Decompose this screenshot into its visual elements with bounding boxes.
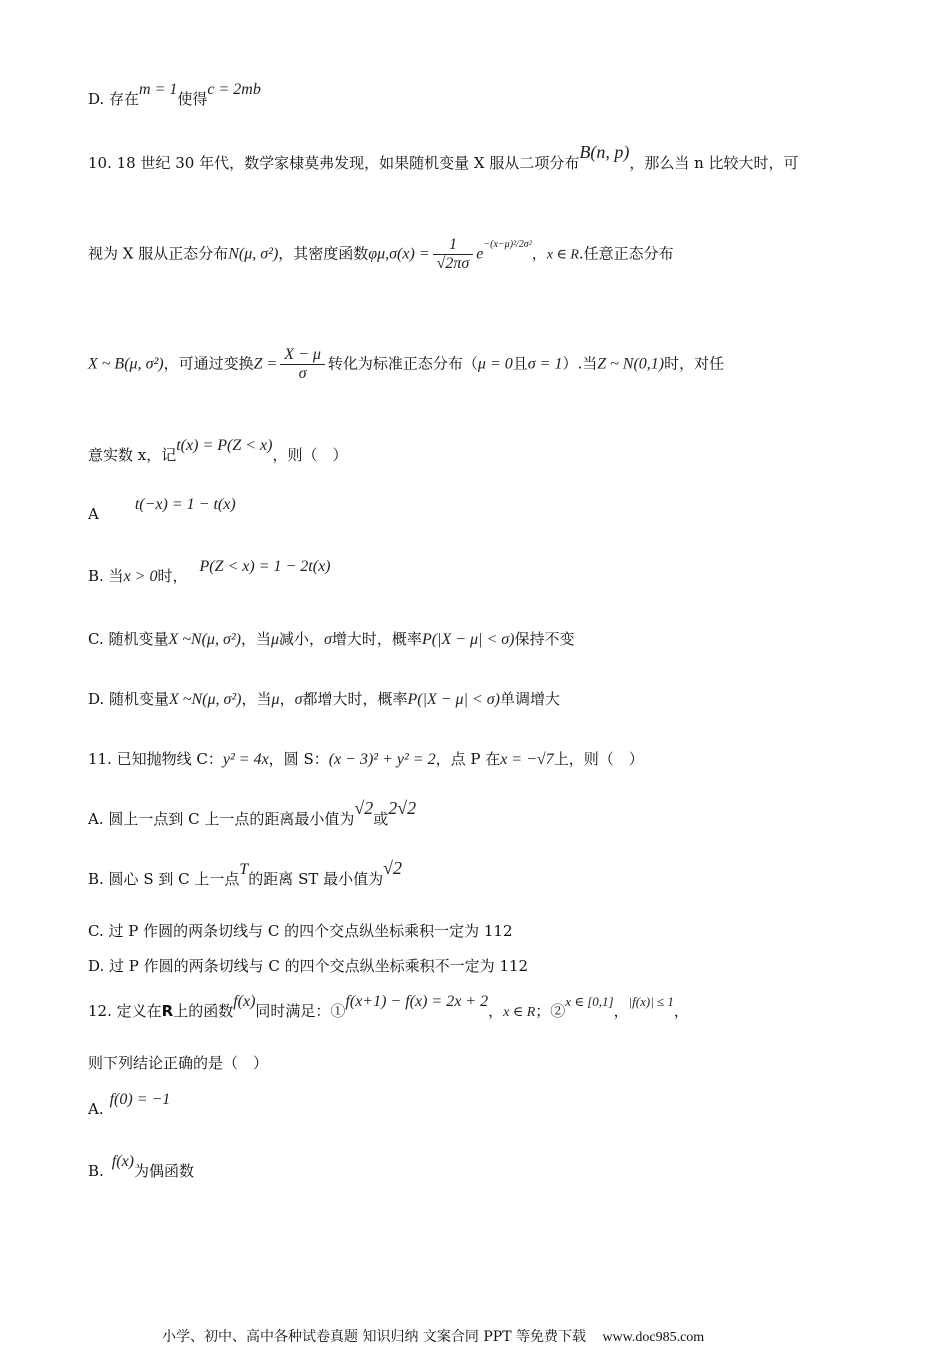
q10-optd-math3: σ bbox=[294, 691, 303, 708]
q10-optc-text2: 减小， bbox=[279, 630, 325, 648]
q10-line2-mid: ，其密度函数 bbox=[278, 244, 369, 263]
q10-line3-text3: 且 bbox=[512, 354, 528, 373]
q11-optb-mid: 的距离 ST 最小值为 bbox=[248, 870, 384, 888]
q10-option-b bbox=[88, 558, 331, 586]
q12-stem-prefix: 12. 定义在 bbox=[88, 1002, 162, 1020]
q12-stem-text5: ， bbox=[613, 1002, 629, 1020]
q10-stem-line1 bbox=[88, 142, 799, 173]
q10-line4-text: 意实数 x，记 bbox=[88, 446, 177, 464]
q10-line3-math1: X ~ B(μ, σ²) bbox=[88, 355, 164, 373]
q11-optc-text: C. 过 P 作圆的两条切线与 C 的四个交点纵坐标乘积一定为 112 bbox=[88, 922, 513, 940]
q10-exp-power: −(x−μ)²/2σ² bbox=[483, 238, 532, 250]
q10-optd-math1: X ~N(μ, σ²) bbox=[169, 691, 242, 708]
q12-stem-text3: ， bbox=[488, 1002, 504, 1020]
q10-optd-prefix: D. 随机变量 bbox=[88, 690, 170, 708]
q11-optb-text: B. 圆心 S 到 C 上一点 bbox=[88, 870, 240, 888]
q10-optc-prefix: C. 随机变量 bbox=[88, 630, 169, 648]
q10-transform-fraction bbox=[280, 346, 325, 383]
q10-option-c bbox=[88, 628, 574, 649]
q12-stem-math4: x ∈ [0,1] bbox=[565, 994, 614, 1009]
q12-line2-text: 则下列结论正确的是（ ） bbox=[88, 1054, 269, 1072]
q11-stem-math2: (x − 3)² + y² = 2 bbox=[328, 751, 436, 768]
q10-option-d bbox=[88, 688, 560, 709]
q10-line1-math: B(n, p) bbox=[579, 142, 630, 162]
q10-optc-math1: X ~N(μ, σ²) bbox=[168, 631, 241, 648]
q11-option-c bbox=[88, 920, 513, 941]
q11-opta-text: A. 圆上一点到 C 上一点的距离最小值为 bbox=[88, 810, 355, 828]
q12-optb-tail: 为偶函数 bbox=[134, 1162, 195, 1180]
q10-line3-text4: ）.当 bbox=[562, 354, 598, 373]
q12-optb-label: B. bbox=[88, 1162, 104, 1180]
q10-density-numerator: 1 bbox=[433, 236, 474, 255]
q10-line2-comma: ， bbox=[531, 244, 547, 263]
q10-line3-math4: Z ~ N(0,1) bbox=[597, 355, 665, 373]
q10-optd-tail: 单调增大 bbox=[500, 690, 561, 708]
footer-text: 小学、初中、高中各种试卷真题 知识归纳 文案合同 PPT 等免费下载 bbox=[162, 1329, 586, 1345]
q11-opta-mid: 或 bbox=[373, 810, 389, 828]
q10-stem-line2 bbox=[88, 236, 674, 273]
q11-optd-text: D. 过 P 作圆的两条切线与 C 的四个交点纵坐标乘积不一定为 112 bbox=[88, 957, 529, 975]
q10-line3-text2: 转化为标准正态分布（ bbox=[327, 354, 478, 373]
q10-optd-text3: 都增大时，概率 bbox=[302, 690, 408, 708]
q12-stem-math2: f(x+1) − f(x) = 2x + 2 bbox=[345, 993, 489, 1010]
q10-line3-tail: 时，对任 bbox=[664, 354, 725, 373]
q10-optc-math2: μ bbox=[270, 631, 280, 648]
q10-line1-tail: ，那么当 n 比较大时，可 bbox=[629, 154, 799, 172]
q10-opta-label: A bbox=[88, 505, 99, 523]
q11-option-b bbox=[88, 858, 403, 889]
q11-stem-math1: y² = 4x bbox=[222, 751, 269, 768]
q11-stem-tail: 上，则（ ） bbox=[553, 750, 644, 768]
q10-line3-math3: σ = 1 bbox=[527, 355, 563, 373]
footer-url[interactable]: www.doc985.com bbox=[602, 1330, 705, 1345]
q10-density-fraction bbox=[433, 236, 474, 273]
q12-option-b bbox=[88, 1153, 195, 1181]
q10-optc-math4: P(|X − μ| < σ) bbox=[421, 631, 515, 648]
q10-optd-math4: P(|X − μ| < σ) bbox=[407, 691, 500, 708]
q10-line2-math1: N(μ, σ²) bbox=[228, 245, 279, 263]
q9-optd-mid: 使得 bbox=[177, 90, 208, 108]
q10-option-a bbox=[88, 496, 236, 524]
q10-optd-text1: ，当 bbox=[241, 690, 272, 708]
q12-optb-math: f(x) bbox=[111, 1153, 134, 1170]
q11-opta-math2: 2√2 bbox=[388, 798, 417, 818]
q12-stem-math3: x ∈ R bbox=[503, 1005, 536, 1020]
q11-stem-math3: x = −√7 bbox=[500, 751, 554, 768]
q10-exp-base: e bbox=[476, 245, 484, 263]
q12-option-a bbox=[88, 1091, 171, 1119]
q9-optd-math2: c = 2mb bbox=[207, 81, 261, 98]
q11-optb-math2: √2 bbox=[383, 858, 403, 878]
q10-opta-math: t(−x) = 1 − t(x) bbox=[134, 496, 236, 513]
q10-density-denominator: √2πσ bbox=[436, 255, 470, 272]
q11-optb-math1: T bbox=[239, 861, 249, 878]
q10-line4-math: t(x) = P(Z < x) bbox=[176, 437, 273, 454]
q12-stem-tail: ， bbox=[673, 1002, 689, 1020]
q10-transform-numerator: X − μ bbox=[280, 346, 325, 365]
q9-optd-math1: m = 1 bbox=[139, 81, 178, 98]
q11-stem-text2: ，点 P 在 bbox=[435, 750, 501, 768]
q10-line4-tail: ，则（ ） bbox=[272, 446, 348, 464]
q10-line2-tail: .任意正态分布 bbox=[578, 244, 674, 263]
q11-stem-text1: ，圆 S： bbox=[268, 750, 329, 768]
q12-opta-label: A. bbox=[88, 1100, 104, 1118]
q10-optb-math2: P(Z < x) = 1 − 2t(x) bbox=[199, 558, 331, 575]
q12-stem-math1: f(x) bbox=[233, 993, 256, 1010]
q12-stem-text2: 同时满足：① bbox=[255, 1002, 346, 1020]
q10-optd-math2: μ bbox=[271, 691, 280, 708]
q12-stem bbox=[88, 993, 689, 1021]
q12-stem-text1: 上的函数 bbox=[173, 1002, 234, 1020]
q10-line3-math2: μ = 0 bbox=[477, 355, 513, 373]
q10-density-function: φμ,σ(x) = bbox=[368, 245, 430, 263]
q10-line2-text: 视为 X 服从正态分布 bbox=[88, 244, 229, 263]
q9-option-d bbox=[88, 81, 261, 109]
q12-stem-line2 bbox=[88, 1052, 268, 1073]
q10-optc-text1: ，当 bbox=[240, 630, 271, 648]
q11-stem bbox=[88, 748, 644, 769]
q10-optb-prefix: B. 当 bbox=[88, 567, 124, 585]
q11-option-a bbox=[88, 798, 417, 829]
q10-optb-mid: 时， bbox=[157, 567, 188, 585]
q10-stem-line3 bbox=[88, 346, 724, 383]
q10-stem-line4 bbox=[88, 437, 348, 465]
q10-optc-math3: σ bbox=[324, 631, 332, 648]
q9-optd-prefix: D. 存在 bbox=[88, 90, 140, 108]
q11-stem-prefix: 11. 已知抛物线 C： bbox=[88, 750, 223, 768]
q10-line2-math2: x ∈ R bbox=[546, 247, 579, 263]
q10-transform-denominator: σ bbox=[298, 365, 307, 382]
q10-optc-text3: 增大时，概率 bbox=[331, 630, 422, 648]
q10-transform-z: Z = bbox=[253, 355, 278, 373]
q12-stem-r: R bbox=[161, 1002, 174, 1020]
q11-opta-math1: √2 bbox=[354, 798, 374, 818]
page-footer bbox=[162, 1326, 704, 1346]
q11-option-d bbox=[88, 955, 528, 976]
q10-line3-text1: ，可通过变换 bbox=[163, 354, 254, 373]
q10-optc-tail: 保持不变 bbox=[514, 630, 575, 648]
q12-opta-math: f(0) = −1 bbox=[109, 1091, 171, 1108]
q12-stem-math5: |f(x)| ≤ 1 bbox=[628, 994, 674, 1009]
q10-optd-text2: ， bbox=[279, 690, 295, 708]
q10-line1-text: 10. 18 世纪 30 年代，数学家棣莫弗发现，如果随机变量 X 服从二项分布 bbox=[88, 154, 580, 172]
q12-stem-text4: ；② bbox=[535, 1002, 566, 1020]
q10-optb-math1: x > 0 bbox=[123, 568, 158, 585]
